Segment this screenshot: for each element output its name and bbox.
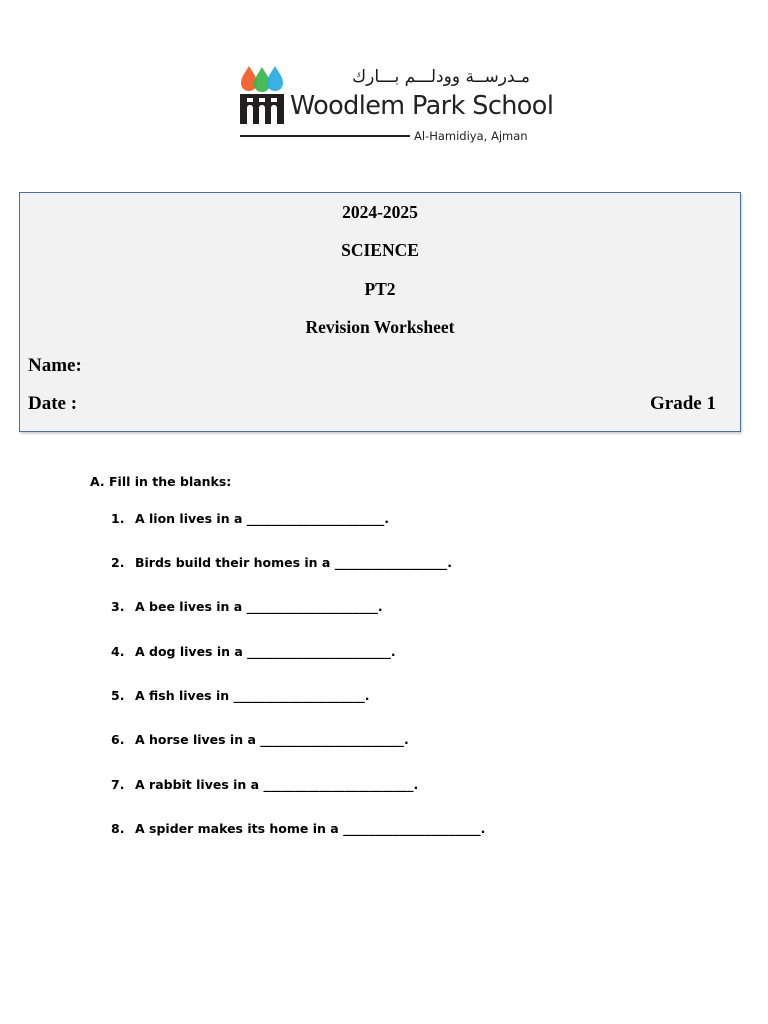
question-number: 1. [111,511,125,526]
question-text: A spider makes its home in a ______________________. [135,821,486,836]
question-item [111,730,409,750]
date-label: Date : [28,393,78,414]
question-text: A bee lives in a _____________________. [135,599,383,614]
question-number: 4. [111,644,125,659]
school-location: Al-Hamidiya, Ajman [414,129,528,143]
school-name-arabic: مـدرســة وودلـــم بـــارك [352,67,530,87]
question-text: A horse lives in a _______________________. [135,732,409,747]
worksheet-title: Revision Worksheet [305,317,455,337]
section-heading: A. Fill in the blanks: [90,474,232,489]
question-item [111,686,370,706]
question-text: A lion lives in a ______________________. [135,511,389,526]
question-item [111,553,452,573]
question-text: A rabbit lives in a ________________________. [135,777,419,792]
question-text: Birds build their homes in a __________________. [135,555,452,570]
grade-label: Grade 1 [650,393,716,414]
name-label: Name: [28,355,82,376]
question-number: 8. [111,821,125,836]
question-number: 2. [111,555,125,570]
question-text: A fish lives in _____________________. [135,688,370,703]
question-number: 5. [111,688,125,703]
question-item [111,642,396,662]
test-name: PT2 [364,279,396,299]
question-number: 3. [111,599,125,614]
question-text: A dog lives in a _______________________. [135,644,396,659]
question-item [111,819,485,839]
school-name: Woodlem Park School [290,91,554,121]
subject-title: SCIENCE [341,240,419,260]
question-item [111,775,418,795]
question-number: 6. [111,732,125,747]
question-item [111,597,383,617]
question-number: 7. [111,777,125,792]
question-item [111,509,389,529]
academic-year: 2024-2025 [342,202,418,222]
